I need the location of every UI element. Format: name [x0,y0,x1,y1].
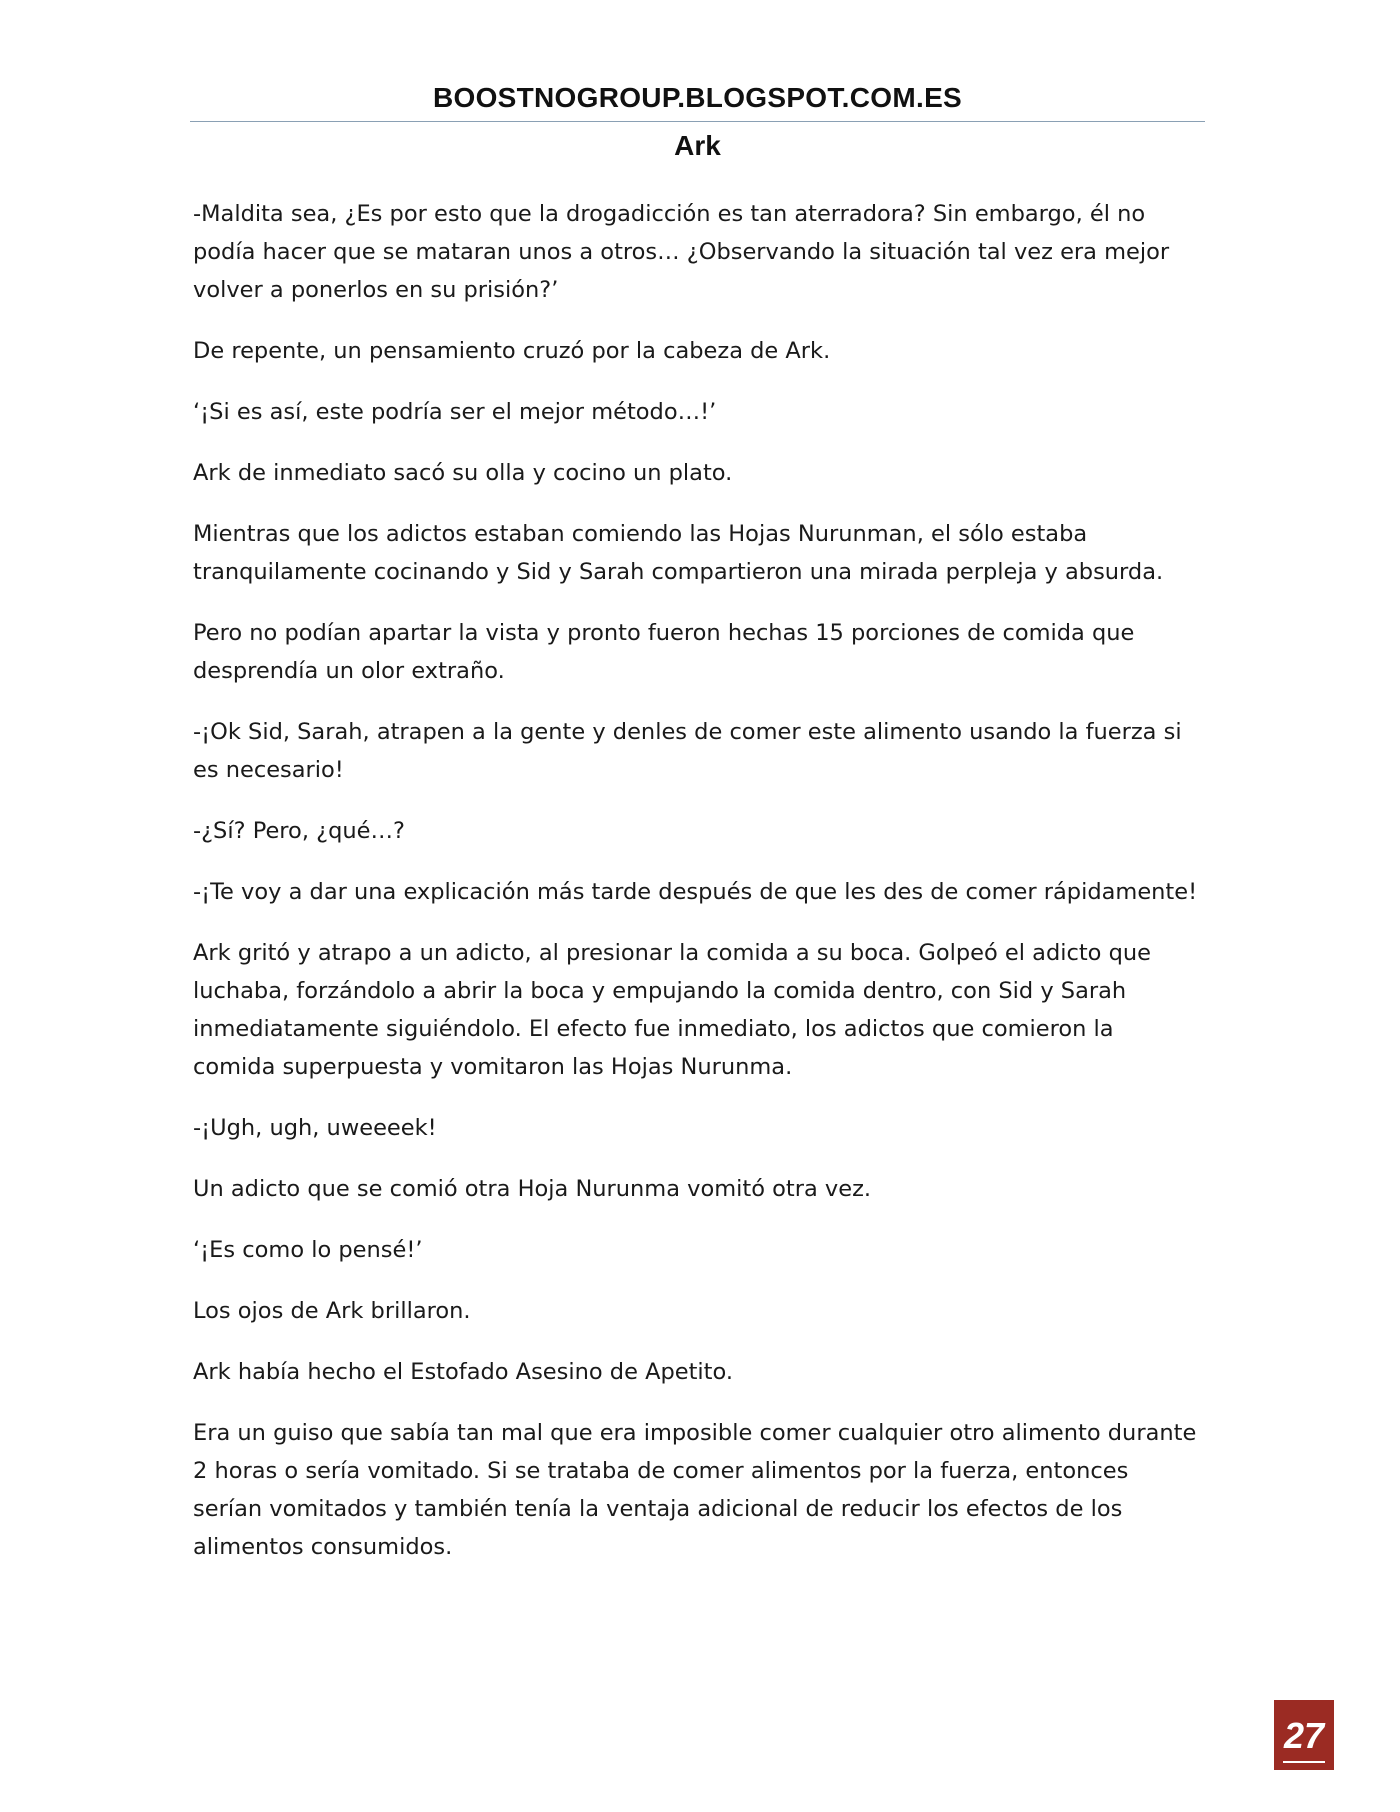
paragraph: -¡Te voy a dar una explicación más tarde después de que les des de comer rápidamente! [193,879,1198,905]
page-header [190,78,1205,118]
paragraph: Ark había hecho el Estofado Asesino de Apetito. [193,1359,733,1385]
body-text [193,195,1203,1589]
paragraph: De repente, un pensamiento cruzó por la cabeza de Ark. [193,338,831,364]
paragraph: Ark de inmediato sacó su olla y cocino un plato. [193,460,733,486]
paragraph: -Maldita sea, ¿Es por esto que la drogadicción es tan aterradora? Sin embargo, él no podía hacer que se mataran unos a otros… ¿Observando la situación tal vez era mejor volver a ponerlos en su prisión?’ [193,201,1170,303]
book-title: Ark [674,130,721,161]
paragraph: Pero no podían apartar la vista y pronto fueron hechas 15 porciones de comida que desprendía un olor extraño. [193,620,1135,684]
paragraph: Los ojos de Ark brillaron. [193,1298,471,1324]
paragraph: -¡Ugh, ugh, uweeeek! [193,1115,437,1141]
page-number-underline [1283,1761,1325,1763]
paragraph: ‘¡Si es así, este podría ser el mejor método…!’ [193,399,717,425]
page-number: 27 [1274,1700,1334,1770]
paragraph: Un adicto que se comió otra Hoja Nurunma vomitó otra vez. [193,1176,872,1202]
paragraph: Mientras que los adictos estaban comiendo las Hojas Nurunman, el sólo estaba tranquilamente cocinando y Sid y Sarah compartieron una mirada perpleja y absurda. [193,521,1164,585]
paragraph: Ark gritó y atrapo a un adicto, al presionar la comida a su boca. Golpeó el adicto que luchaba, forzándolo a abrir la boca y empujando la comida dentro, con Sid y Sarah inmediatamente siguiéndolo. El efecto fue inmediato, los adictos que comieron la comida superpuesta y vomitaron las Hojas Nurunma. [193,940,1151,1080]
paragraph: -¡Ok Sid, Sarah, atrapen a la gente y denles de comer este alimento usando la fuerza si es necesario! [193,719,1182,783]
paragraph: Era un guiso que sabía tan mal que era imposible comer cualquier otro alimento durante 2 horas o sería vomitado. Si se trataba de comer alimentos por la fuerza, entonces serían vomitados y también tenía la ventaja adicional de reducir los efectos de los alimentos consumidos. [193,1420,1197,1560]
header-rule [190,121,1205,122]
paragraph: -¿Sí? Pero, ¿qué…? [193,818,405,844]
site-title: BOOSTNOGROUP.BLOGSPOT.COM.ES [432,82,963,113]
paragraph: ‘¡Es como lo pensé!’ [193,1237,423,1263]
